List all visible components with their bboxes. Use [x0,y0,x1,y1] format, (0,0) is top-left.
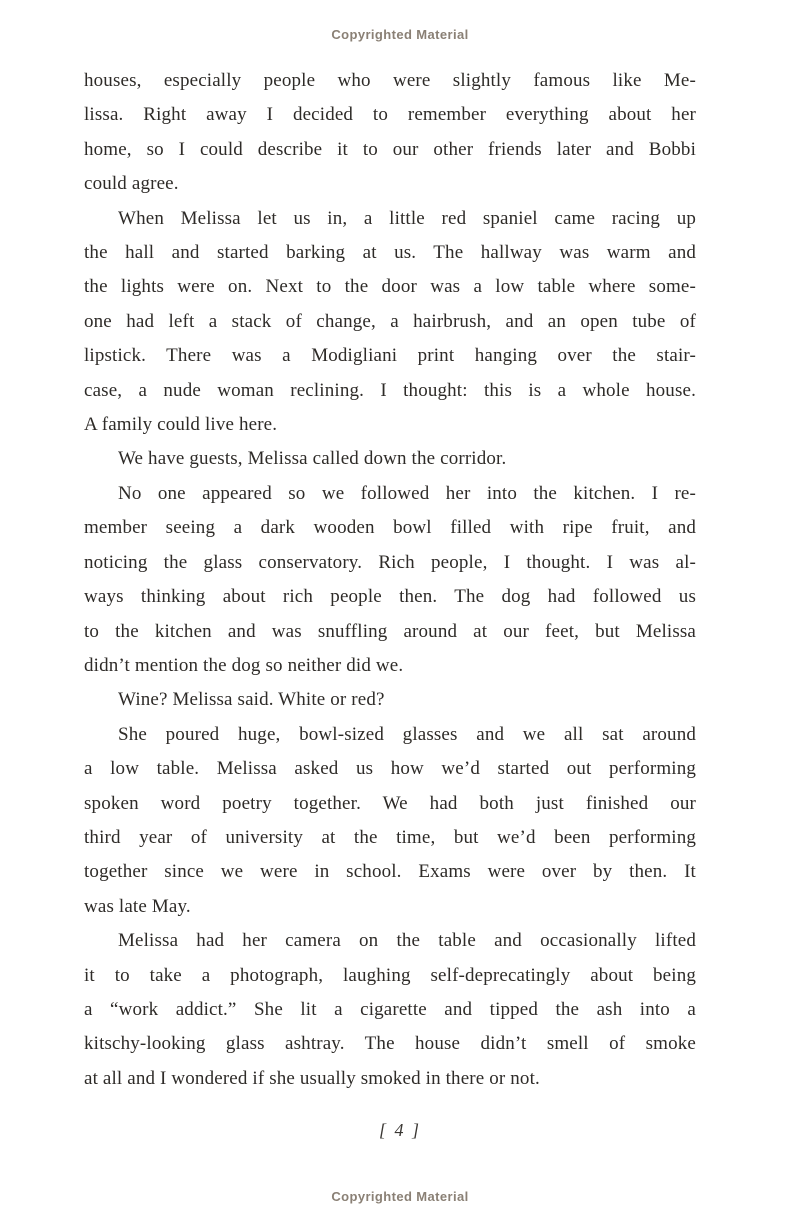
footer-copyright-notice: Copyrighted Material [331,1189,469,1204]
paragraph [84,64,696,202]
paragraph [84,683,696,717]
paragraph [84,718,696,924]
text-line: to the kitchen and was snuffling around at our feet, but Melissa [84,620,696,642]
text-line: Melissa had her camera on the table and occasionally lifted [118,930,696,952]
text-line: a “work addict.” She lit a cigarette and tipped the ash into a [84,998,696,1020]
page-text [84,64,696,1096]
header-copyright-notice: Copyrighted Material [331,27,469,42]
text-line: third year of university at the time, but we’d been performing [84,826,696,848]
text-line: She poured huge, bowl-sized glasses and we all sat around [118,723,696,745]
text-line: lissa. Right away I decided to remember everything about her [84,104,696,126]
text-line: the hall and started barking at us. The hallway was warm and [84,242,696,264]
text-line: spoken word poetry together. We had both just finished our [84,792,696,814]
text-line: was late May. [84,895,191,917]
text-line: lipstick. There was a Modigliani print hanging over the stair- [84,345,696,367]
text-line: kitschy-looking glass ashtray. The house didn’t smell of smoke [84,1033,696,1055]
text-line: member seeing a dark wooden bowl filled with ripe fruit, and [84,517,696,539]
text-line: at all and I wondered if she usually smoked in there or not. [84,1067,540,1089]
text-line: When Melissa let us in, a little red spaniel came racing up [118,207,696,229]
text-line: a low table. Melissa asked us how we’d started out performing [84,758,696,780]
text-line: it to take a photograph, laughing self-deprecatingly about being [84,964,696,986]
text-line: the lights were on. Next to the door was a low table where some- [84,276,696,298]
paragraph [84,477,696,683]
text-line: No one appeared so we followed her into the kitchen. I re- [118,482,696,504]
text-line: case, a nude woman reclining. I thought: this is a whole house. [84,379,696,401]
paragraph [84,442,696,476]
text-line: one had left a stack of change, a hairbrush, and an open tube of [84,310,696,332]
text-line: home, so I could describe it to our other friends later and Bobbi [84,138,696,160]
text-line: ways thinking about rich people then. The dog had followed us [84,586,696,608]
text-line: Wine? Melissa said. White or red? [118,689,385,711]
text-line: noticing the glass conservatory. Rich people, I thought. I was al- [84,551,696,573]
text-line: houses, especially people who were slightly famous like Me- [84,70,696,91]
text-line: together since we were in school. Exams were over by then. It [84,861,696,883]
paragraph [84,202,696,443]
paragraph [84,924,696,1096]
text-line: We have guests, Melissa called down the corridor. [118,448,507,470]
text-line: didn’t mention the dog so neither did we. [84,654,404,676]
text-line: A family could live here. [84,414,278,436]
page-number: [ 4 ] [378,1120,421,1140]
text-line: could agree. [84,173,179,195]
